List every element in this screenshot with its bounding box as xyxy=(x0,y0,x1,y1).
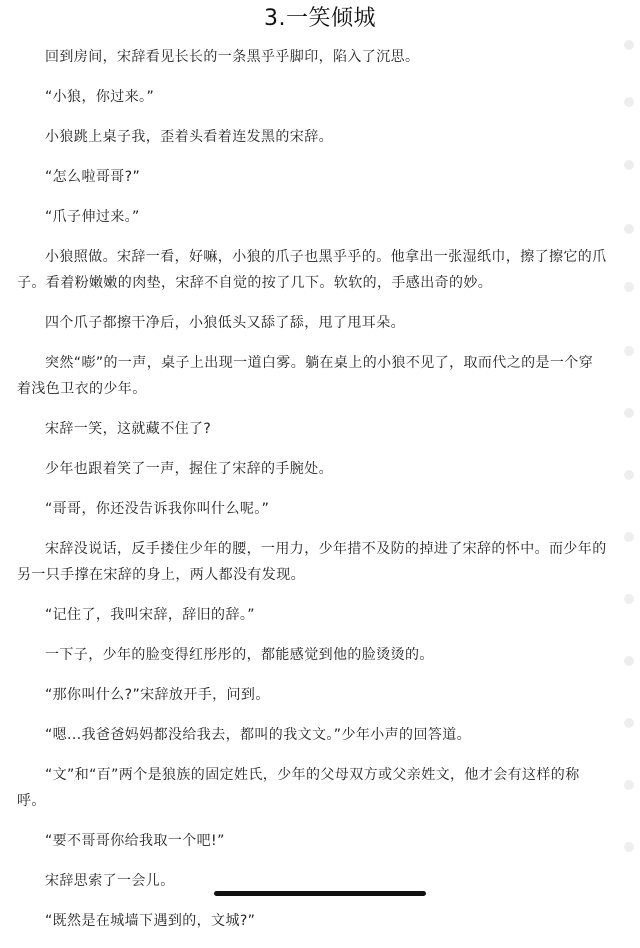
scroll-dot xyxy=(624,224,634,234)
scroll-dot xyxy=(624,532,634,542)
paragraph: “爪子伸过来。” xyxy=(45,209,140,225)
paragraph: 一下子，少年的脸变得红彤彤的，都能感觉到他的脸烫烫的。 xyxy=(45,647,434,663)
scroll-dot xyxy=(624,346,634,356)
paragraph: 宋辞一笑，这就藏不住了? xyxy=(45,421,212,437)
paragraph: “怎么啦哥哥?” xyxy=(45,169,141,185)
paragraph: “哥哥，你还没告诉我你叫什么呢。” xyxy=(45,501,270,517)
scroll-dot xyxy=(624,656,634,666)
paragraph: 回到房间，宋辞看见长长的一条黑乎乎脚印，陷入了沉思。 xyxy=(45,49,420,65)
scroll-dot xyxy=(624,160,634,170)
scroll-dot xyxy=(624,97,634,107)
paragraph: “小狼，你过来。” xyxy=(45,89,155,105)
paragraph: “要不哥哥你给我取一个吧!” xyxy=(45,833,225,849)
paragraph: “那你叫什么?”宋辞放开手，问到。 xyxy=(45,687,270,703)
paragraph: “既然是在城墙下遇到的，文城?” xyxy=(45,913,256,929)
paragraph: 少年也跟着笑了一声，握住了宋辞的手腕处。 xyxy=(45,461,333,477)
paragraph: 小狼跳上桌子我，歪着头看着连发黑的宋辞。 xyxy=(45,129,333,145)
scroll-dot xyxy=(624,470,634,480)
scroll-dot xyxy=(624,718,634,728)
paragraph: 突然“嘭”的一声，桌子上出现一道白雾。躺在桌上的小狼不见了，取而代之的是一个穿着浅色卫衣的少年。 xyxy=(17,355,594,397)
paragraph: “嗯...我爸爸妈妈都没给我去，都叫的我文文。”少年小声的回答道。 xyxy=(45,727,472,743)
paragraph: “记住了，我叫宋辞，辞旧的辞。” xyxy=(45,607,255,623)
paragraph: 宋辞没说话，反手搂住少年的腰，一用力，少年措不及防的掉进了宋辞的怀中。而少年的另一只手撑在宋辞的身上，两人都没有发现。 xyxy=(17,541,607,583)
scroll-dot xyxy=(624,842,634,852)
scroll-dot xyxy=(624,40,634,50)
paragraph: “文”和“百”两个是狼族的固定姓氏，少年的父母双方或父亲姓文，他才会有这样的称呼。 xyxy=(17,767,580,809)
scroll-dot xyxy=(624,408,634,418)
scroll-dot xyxy=(624,282,634,292)
paragraph: 宋辞思索了一会儿。 xyxy=(45,873,175,889)
paragraph: 小狼照做。宋辞一看，好嘛，小狼的爪子也黑乎乎的。他拿出一张湿纸巾，擦了擦它的爪子。看着粉嫩嫩的肉垫，宋辞不自觉的按了几下。软软的，手感出奇的妙。 xyxy=(17,249,607,291)
scroll-dot xyxy=(624,780,634,790)
scroll-indicator[interactable] xyxy=(618,0,640,903)
chapter-content xyxy=(17,44,607,948)
chapter-title: 3.一笑倾城 xyxy=(264,6,376,31)
home-indicator-bar[interactable] xyxy=(214,891,426,896)
scroll-dot xyxy=(624,594,634,604)
paragraph: 四个爪子都擦干净后，小狼低头又舔了舔，甩了甩耳朵。 xyxy=(45,315,405,331)
